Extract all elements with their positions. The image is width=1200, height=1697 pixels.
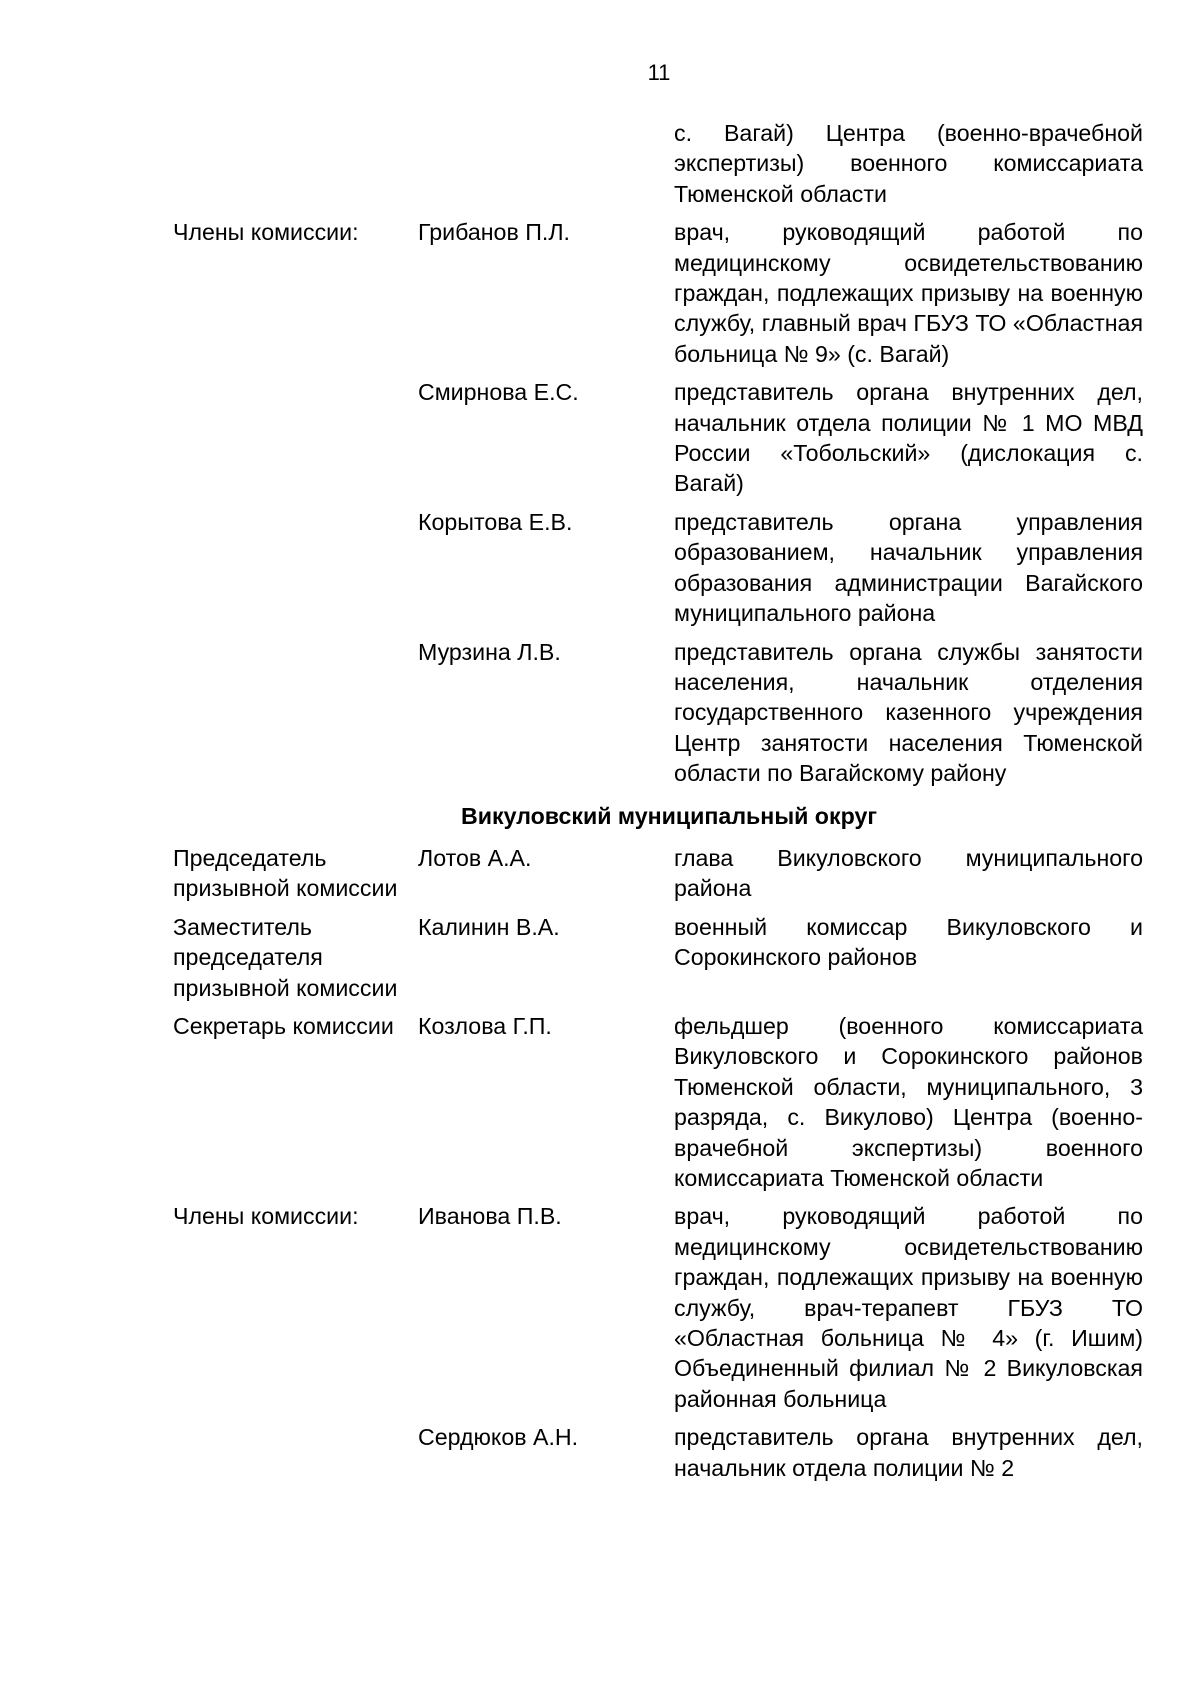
member-position: представитель органа управления образованием, начальник управления образования администрации Вагайского муниципального района bbox=[674, 508, 1143, 627]
member-row bbox=[173, 377, 1143, 499]
page-number: 11 bbox=[647, 60, 671, 85]
member-row bbox=[173, 507, 1143, 629]
member-position: глава Викуловского муниципального района bbox=[674, 844, 1143, 902]
member-position: врач, руководящий работой по медицинскому освидетельствованию граждан, подлежащих призыву на военную службу, главный врач ГБУЗ ТО «Областная больница № 9» (с. Вагай) bbox=[674, 219, 1143, 367]
member-role bbox=[173, 1422, 418, 1483]
section-heading bbox=[173, 801, 1143, 831]
member-name: Грибанов П.Л. bbox=[418, 219, 570, 246]
member-row bbox=[173, 1011, 1143, 1193]
member-role: Секретарь комиссии bbox=[173, 1012, 394, 1039]
member-role: Члены комиссии: bbox=[173, 1203, 359, 1230]
member-row bbox=[173, 637, 1143, 789]
member-row bbox=[173, 1201, 1143, 1414]
member-position: представитель органа службы занятости населения, начальник отделения государственного казенного учреждения Центр занятости населения Тюменской области по Вагайскому району bbox=[674, 638, 1143, 787]
commission-list bbox=[173, 118, 1143, 1491]
member-role bbox=[173, 507, 418, 629]
member-name bbox=[418, 118, 674, 209]
member-name: Смирнова Е.С. bbox=[418, 379, 579, 406]
member-role: Председатель призывной комиссии bbox=[173, 844, 398, 902]
section-heading-text: Викуловский муниципальный округ bbox=[461, 802, 877, 829]
member-position: представитель органа внутренних дел, начальник отдела полиции № 2 bbox=[674, 1424, 1143, 1481]
member-name: Сердюков А.Н. bbox=[418, 1424, 579, 1451]
member-role bbox=[173, 637, 418, 789]
member-role bbox=[173, 118, 418, 209]
member-row bbox=[173, 843, 1143, 904]
member-name: Мурзина Л.В. bbox=[418, 638, 561, 665]
member-row bbox=[173, 912, 1143, 1003]
member-row bbox=[173, 118, 1143, 209]
member-position: фельдшер (военного комиссариата Викуловского и Сорокинского районов Тюменской области, муниципального, 3 разряда, с. Викулово) Центра (военно-врачебной экспертизы) военного комиссариата Тюменской области bbox=[674, 1012, 1143, 1191]
member-name: Корытова Е.В. bbox=[418, 508, 573, 535]
member-name: Иванова П.В. bbox=[418, 1203, 562, 1230]
member-role bbox=[173, 377, 418, 499]
member-position: с. Вагай) Центра (военно-врачебной экспертизы) военного комиссариата Тюменской области bbox=[674, 120, 1143, 207]
member-row bbox=[173, 217, 1143, 369]
member-position: представитель органа внутренних дел, начальник отдела полиции № 1 МО МВД России «Тобольский» (дислокация с. Вагай) bbox=[674, 379, 1143, 497]
member-name: Калинин В.А. bbox=[418, 913, 560, 940]
member-name: Козлова Г.П. bbox=[418, 1012, 552, 1039]
member-role: Члены комиссии: bbox=[173, 219, 359, 246]
member-row bbox=[173, 1422, 1143, 1483]
member-name: Лотов А.А. bbox=[418, 844, 532, 871]
member-role: Заместитель председателя призывной комиссии bbox=[173, 913, 398, 1001]
member-position: военный комиссар Викуловского и Сорокинского районов bbox=[674, 913, 1143, 971]
member-position: врач, руководящий работой по медицинскому освидетельствованию граждан, подлежащих призыву на военную службу, врач-терапевт ГБУЗ ТО «Областная больница № 4» (г. Ишим) Объединенный филиал № 2 Викуловская районная больница bbox=[674, 1203, 1143, 1412]
